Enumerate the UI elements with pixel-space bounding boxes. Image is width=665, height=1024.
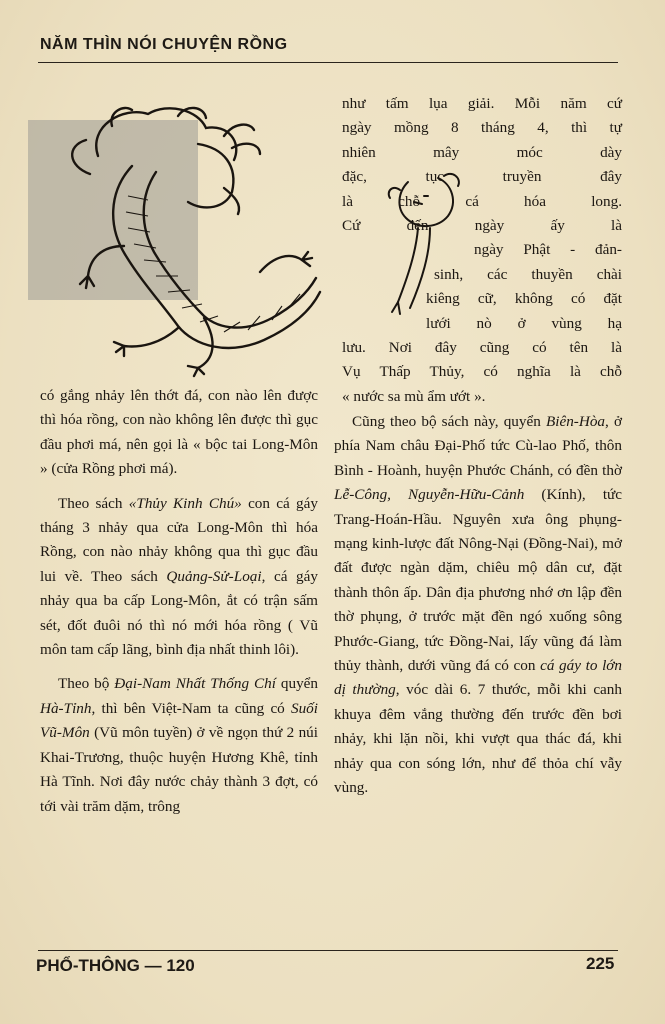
text-run: con cá gáy tháng 3 nhảy qua cửa Long-Môn thì hóa Rồng, con nào nhảy không qua thì gục đầu lui về. Theo sách xyxy=(40,494,318,585)
text-line: sinh, các thuyền chài xyxy=(434,265,622,283)
emphasis: cá gáy to lớn dị thường xyxy=(334,657,622,699)
text-line: đặc, tục truyền đây xyxy=(342,168,622,186)
place-name: Suối Vũ-Môn xyxy=(40,699,318,742)
paragraph xyxy=(334,410,622,801)
header-rule xyxy=(38,62,618,63)
book-title: Biên-Hòa xyxy=(545,413,606,430)
running-header: NĂM THÌN NÓI CHUYỆN RỒNG xyxy=(40,36,288,53)
paragraph: có gắng nhảy lên thớt đá, con nào lên được thì hóa rồng, con nào không lên được thì gục đầu phơi má, nên gọi là « bộc tai Long-Môn » (cửa Rồng phơi má). xyxy=(40,387,318,478)
footer-rule xyxy=(38,950,618,951)
text-run: , cá gáy nhảy qua ba cấp Long-Môn, ắt có trận sấm sét, đốt đuôi nó thì nó mới hóa rồng ( Vũ môn tam cấp lãng, bình địa nhất thinh lôi). xyxy=(40,567,318,659)
paragraph xyxy=(40,672,318,818)
text-line: ngày mồng 8 tháng 4, thì tự xyxy=(342,119,622,137)
book-title: «Thủy Kinh Chú» xyxy=(128,494,242,512)
right-column-top xyxy=(342,92,622,409)
text-run: (Vũ môn tuyền) ở về ngọn thứ 2 núi Khai-Trương, thuộc huyện Hương Khê, tỉnh Hà Tĩnh. Nơi đây nước chảy thành 3 đợt, có tới vài trăm dặm, trông xyxy=(40,724,318,815)
text-line: Vụ Thấp Thủy, có nghĩa là chỗ xyxy=(342,363,622,381)
text-run: Theo bộ xyxy=(58,675,115,693)
book-title: Quảng-Sử-Loại xyxy=(166,567,262,585)
paragraph xyxy=(40,492,318,663)
text-line: « nước sa mù ẩm ướt ». xyxy=(342,387,486,405)
text-run: (Kính), tức Trang-Hoán-Hầu. Nguyên xưa ông phụng-mạng kinh-lược đất Nông-Nại (Đồng-Nai), mở đất được ngàn dặm, chiêu mộ dân cư, đặt thành thôn ấp. Dân địa phương nhớ ơn lập đền thờ phụng, ở trước mặt đền ngó xuống sông Phước-Giang, tức Đồng-Nai, lấy vũng đá làm thủy thành, dưới vũng đá có con xyxy=(334,486,623,675)
text-line: là chỗ cá hóa long. xyxy=(342,192,622,210)
dragon-illustration xyxy=(28,96,328,378)
person-name: Lễ-Công, Nguyễn-Hữu-Cảnh xyxy=(334,486,525,504)
text-run: Cũng theo bộ sách này, quyển xyxy=(352,413,546,430)
text-line: lưới nò ở vùng hạ xyxy=(426,314,622,332)
text-run: quyển xyxy=(275,675,318,693)
text-run: , thì bên Việt-Nam ta cũng có xyxy=(91,699,291,717)
text-line: nhiên mây móc dày xyxy=(342,143,622,161)
text-line: như tấm lụa giải. Mỗi năm cứ xyxy=(342,95,622,112)
book-title: Đại-Nam Nhất Thống Chí xyxy=(114,675,276,693)
text-line: kiêng cữ, không có đặt xyxy=(426,290,622,308)
page-number: 225 xyxy=(586,954,615,973)
right-column xyxy=(334,410,622,801)
publication-footer: PHỔ-THÔNG — 120 xyxy=(36,956,195,975)
text-line: Cứ đến ngày ấy là xyxy=(342,217,622,235)
text-line: ngày Phật - đản- xyxy=(474,241,622,259)
text-run: , vóc dài 6. 7 thước, mỗi khi canh khuya đêm vắng thường đến trước đền bơi nhảy, khi lặn nồi, khi vượt qua thác đá, khi nhảy qua con sóng lớn, như để thỏa chí vẫy vùng. xyxy=(334,681,622,797)
text-line: lưu. Nơi đây cũng có tên là xyxy=(342,339,622,357)
text-run: , ở phía Nam châu Đại-Phố tức Cù-lao Phố, thôn Bình - Hoành, huyện Phước Chánh, có đền thờ xyxy=(334,413,622,479)
book-title: Hà-Tỉnh xyxy=(40,699,92,717)
left-column xyxy=(40,384,318,819)
text-run: Theo sách xyxy=(58,494,129,512)
